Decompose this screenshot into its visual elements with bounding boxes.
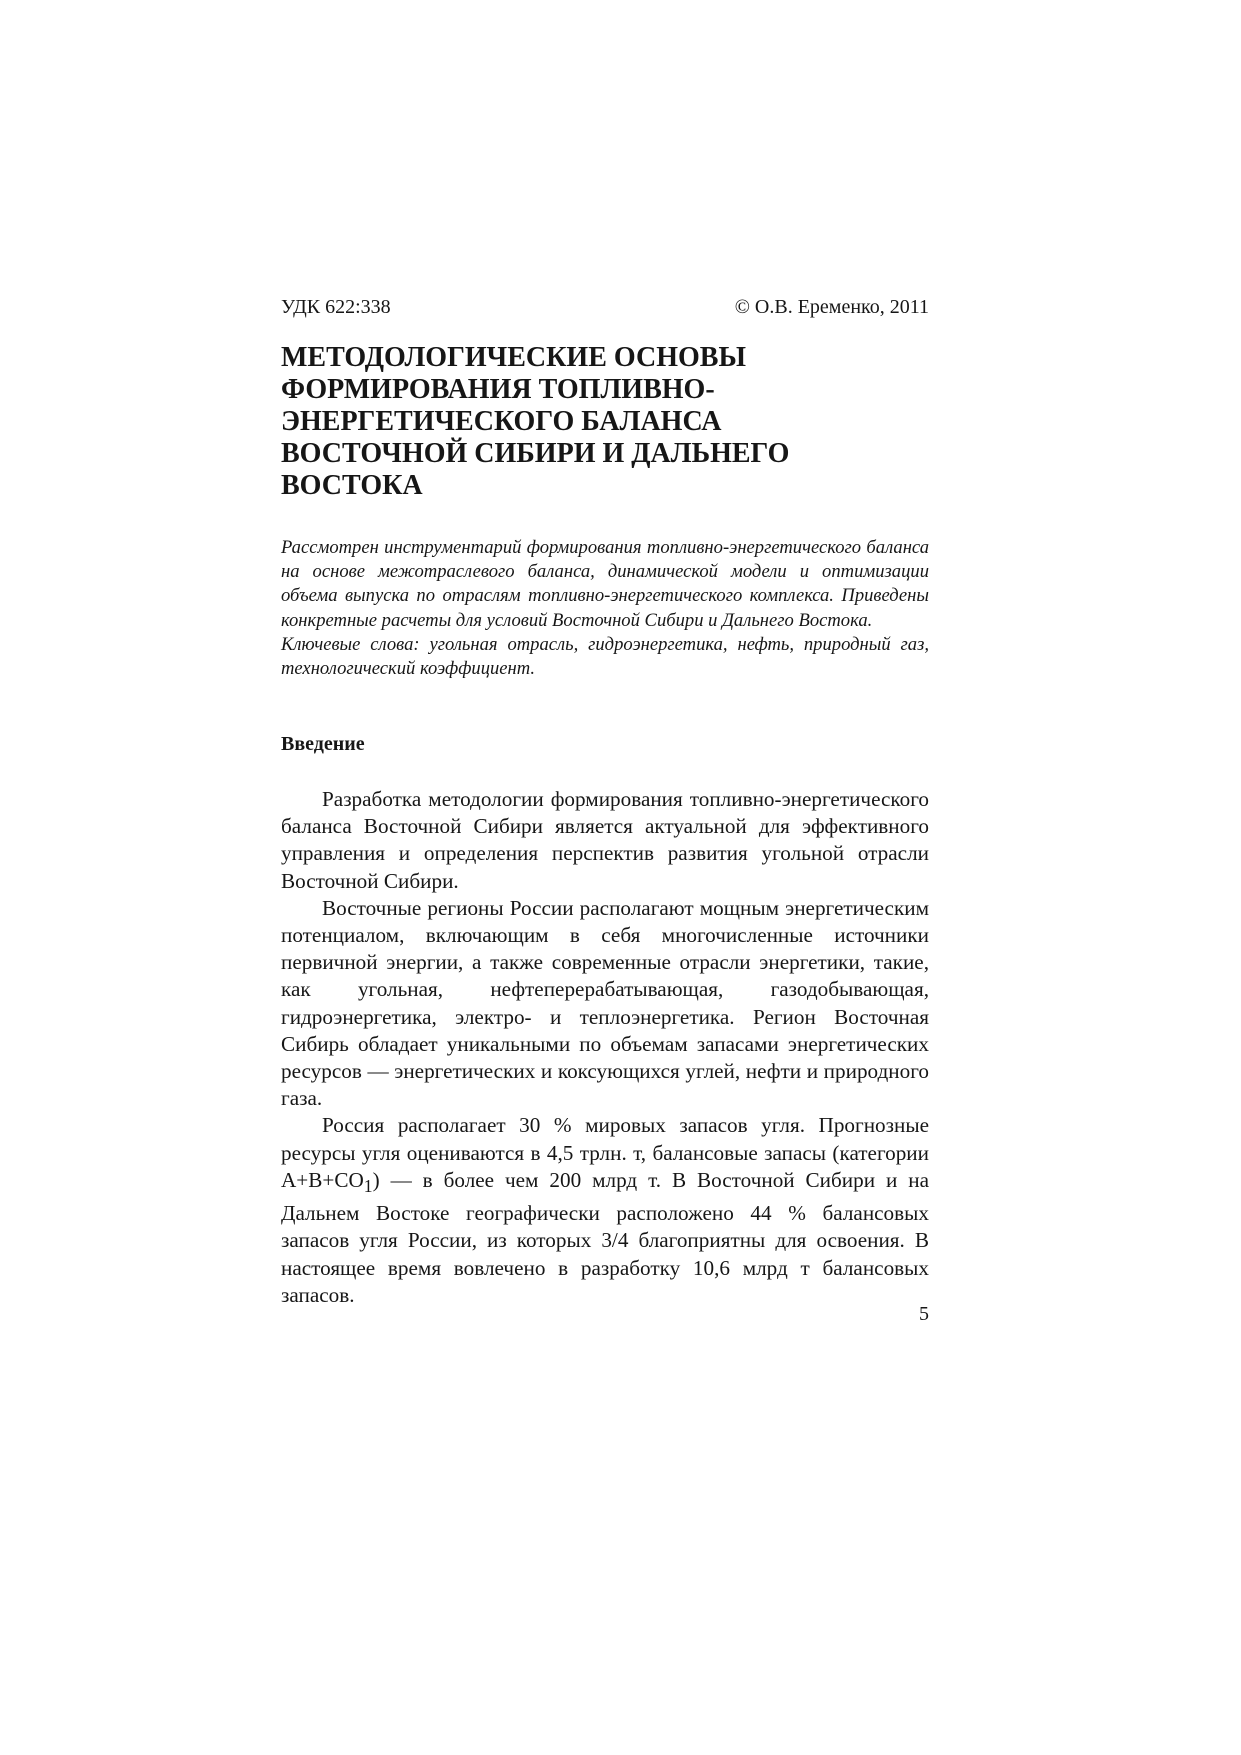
title-line: ФОРМИРОВАНИЯ ТОПЛИВНО- xyxy=(281,374,715,405)
paragraph xyxy=(281,1112,929,1309)
paragraph: Разработка методологии формирования топливно-энергетического баланса Восточной Сибири является актуальной для эффективного управления и определения перспектив развития угольной отрасли Восточной Сибири. xyxy=(281,787,929,893)
abstract xyxy=(281,536,929,681)
title-line: ВОСТОКА xyxy=(281,470,423,501)
paragraph-text: ) — в более чем 200 млрд т. В Восточной Сибири и на Дальнем Востоке географически расположено 44 % балансовых запасов угля России, из которых 3/4 благоприятны для освоения. В настоящее время вовлечено в разработку 10,6 млрд т балансовых запасов. xyxy=(281,1167,929,1307)
paragraph-text: Россия располагает 30 % мировых запасов угля. Прогнозные ресурсы угля оцениваются в 4,5 трлн. т, балансовые запасы (категории А+В+СО xyxy=(281,1113,929,1192)
title-line: МЕТОДОЛОГИЧЕСКИЕ ОСНОВЫ xyxy=(281,342,746,373)
section-heading: Введение xyxy=(281,733,365,755)
copyright-notice: © О.В. Еременко, 2011 xyxy=(734,296,929,318)
document-page xyxy=(281,0,929,1755)
subscript: 1 xyxy=(363,1176,373,1197)
udk-code: УДК 622:338 xyxy=(281,296,391,318)
title-line: ЭНЕРГЕТИЧЕСКОГО БАЛАНСА xyxy=(281,406,722,437)
paragraph: Восточные регионы России располагают мощным энергетическим потенциалом, включающим в себя многочисленные источники первичной энергии, а также современные отрасли энергетики, такие, как угольная, нефтеперерабатывающая, газодобывающая, гидроэнергетика, электро- и теплоэнергетика. Регион Восточная Сибирь обладает уникальными по объемам запасами энергетических ресурсов — энергетических и коксующихся углей, нефти и природного газа. xyxy=(281,895,929,1111)
keywords: Ключевые слова: угольная отрасль, гидроэнергетика, нефть, природный газ, технологический коэффициент. xyxy=(281,633,929,680)
body-text xyxy=(281,786,929,1309)
page-number: 5 xyxy=(919,1303,929,1325)
header-row xyxy=(281,292,929,322)
article-title xyxy=(281,342,929,502)
abstract-text: Рассмотрен инструментарий формирования топливно-энергетического баланса на основе межотраслевого баланса, динамической модели и оптимизации объема выпуска по отраслям топливно-энергетического комплекса. Приведены конкретные расчеты для условий Восточной Сибири и Дальнего Востока. xyxy=(281,537,929,631)
title-line: ВОСТОЧНОЙ СИБИРИ И ДАЛЬНЕГО xyxy=(281,438,790,469)
